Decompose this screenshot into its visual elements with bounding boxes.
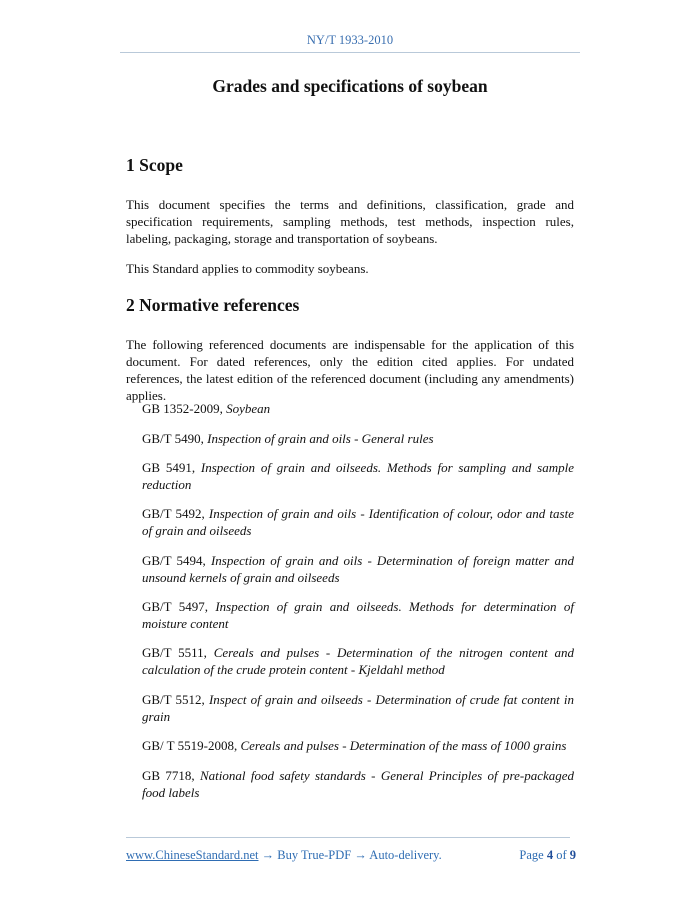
reference-title: Inspection of grain and oils - Identification of colour, odor and taste of grain and oilseeds [142,506,574,538]
footer-site-link[interactable]: www.ChineseStandard.net [126,848,259,862]
page-indicator [519,848,576,863]
scope-paragraph-1: This document specifies the terms and definitions, classification, grade and specification requirements, sampling methods, test methods, inspection rules, labeling, packaging, storage and transportation of soybeans. [126,197,574,246]
reference-code: GB 7718, [142,768,195,783]
footer-divider [126,837,570,838]
page-total: 9 [569,848,576,862]
document-title: Grades and specifications of soybean [212,76,488,96]
footer [126,848,576,863]
reference-code: GB/T 5490, [142,431,204,446]
scope-paragraph-2: This Standard applies to commodity soybeans. [126,261,369,276]
reference-code: GB 1352-2009, [142,401,223,416]
section-heading-normative-references: 2 Normative references [126,295,300,315]
reference-title: Inspection of grain and oilseeds. Methods for sampling and sample reduction [142,460,575,492]
reference-code: GB 5491, [142,460,196,475]
page-current: 4 [546,848,554,862]
page-of: of [556,848,567,862]
reference-item [142,644,574,678]
reference-title: Inspection of grain and oilseeds. Methods for determination of moisture content [142,599,575,631]
reference-title: Inspection of grain and oils - General rules [207,431,434,446]
footer-tagline: → Buy True-PDF → Auto-delivery. [258,848,442,862]
normative-intro-paragraph: The following referenced documents are indispensable for the application of this document. For dated references, only the edition cited applies. For undated references, the latest edition of the referenced document (including any amendments) applies. [126,337,574,403]
reference-item [142,737,574,754]
reference-item [142,459,574,493]
reference-code: GB/T 5492, [142,506,205,521]
reference-title: Cereals and pulses - Determination of the mass of 1000 grains [240,738,567,753]
reference-item [142,598,574,632]
header-doc-code: NY/T 1933-2010 [306,33,394,47]
reference-item [142,767,574,801]
reference-code: GB/T 5512, [142,692,205,707]
reference-item [142,505,574,539]
section-heading-scope: 1 Scope [126,155,183,175]
reference-title: Soybean [226,401,271,416]
header-divider [120,52,580,53]
reference-item [142,430,574,447]
reference-title: National food safety standards - General Principles of pre-packaged food labels [142,768,574,800]
page-label: Page [519,848,544,862]
reference-title: Inspect of grain and oilseeds - Determination of crude fat content in grain [142,692,574,724]
reference-item [142,691,574,725]
reference-title: Cereals and pulses - Determination of the nitrogen content and calculation of the crude protein content - Kjeldahl method [142,645,574,677]
reference-title: Inspection of grain and oils - Determination of foreign matter and unsound kernels of grain and oilseeds [142,553,574,585]
reference-code: GB/T 5494, [142,553,206,568]
reference-item [142,552,574,586]
reference-code: GB/ T 5519-2008, [142,738,238,753]
reference-code: GB/T 5511, [142,645,207,660]
reference-item [142,400,574,417]
reference-code: GB/T 5497, [142,599,208,614]
